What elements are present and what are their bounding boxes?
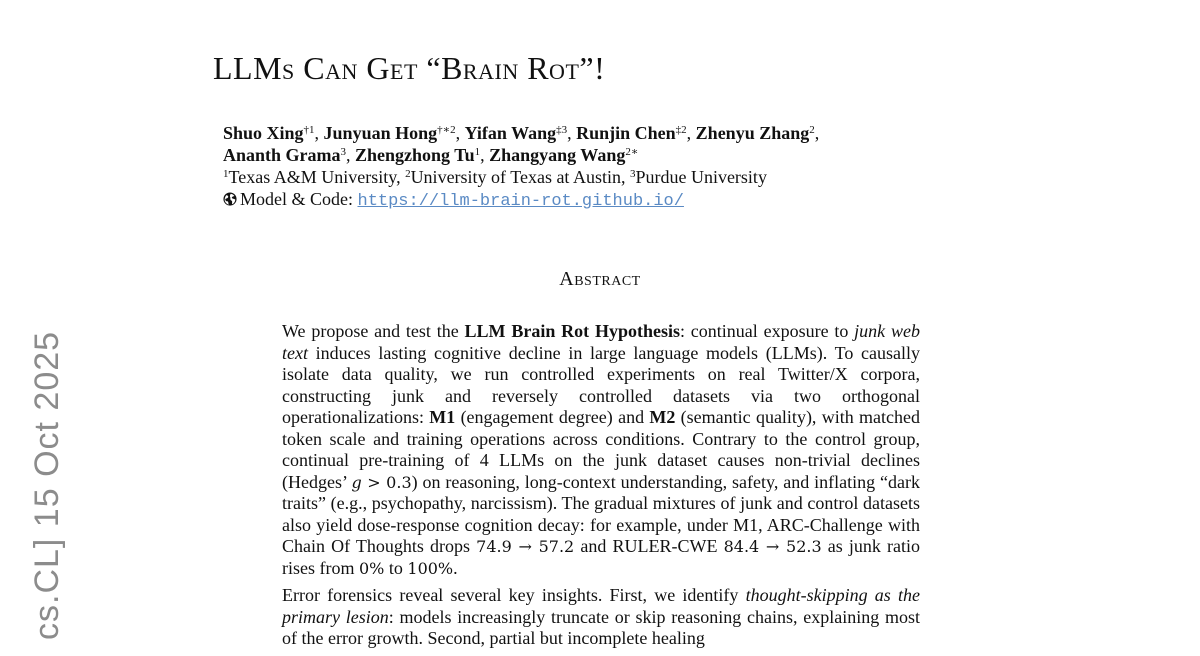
affiliation: Texas A&M University (228, 167, 397, 187)
author-name: Shuo Xing (223, 123, 304, 143)
author-marks: ‡3 (556, 124, 568, 136)
author-line-1: Shuo Xing$^{\dagger 1}$, Junyuan Hong$^{\dagger∗2}$, Yifan Wang$^{\ddagger 3}$, Runjin Chen$^{\ddagger 2}$, Zhenyu Zhang$^2$, (223, 123, 820, 143)
author-line-2: Ananth Grama$^3$, Zhengzhong Tu$^1$, Zhangyang Wang$^{2∗}$ (223, 145, 639, 165)
text-run: (engagement degree) and (455, 407, 650, 427)
text-run: : continual exposure to (679, 321, 855, 341)
affiliation: Purdue University (635, 167, 767, 187)
author (696, 123, 815, 143)
affiliation-mark: 1 (223, 168, 229, 180)
author-block (223, 122, 943, 213)
text-run: ) on reasoning, long-context understanding, safety, and inflating “dark traits” (e.g., psychopathy, narcissism). The gradual mixtures of junk and control datasets also yield dose-response cognition decay: for example, under M1, ARC-Challenge with Chain Of Thoughts drops (282, 471, 921, 556)
affiliation: University of Texas at Austin (410, 167, 621, 187)
globe-icon (223, 192, 237, 206)
math-inline: 84.4 → 52.3 (723, 537, 822, 556)
text-run: . (453, 557, 458, 578)
affiliation-mark: 3 (629, 168, 636, 180)
author (324, 123, 456, 143)
affiliations: $^1$Texas A&M University, $^2$University of Texas at Austin, $^3$Purdue University (223, 167, 767, 187)
arxiv-stamp: cs.CL] 15 Oct 2025 (28, 330, 66, 640)
project-url-link[interactable]: https://llm-brain-rot.github.io/ (357, 192, 684, 211)
abstract-body (282, 321, 920, 656)
author-marks: 1 (474, 146, 481, 158)
author (576, 123, 687, 143)
author-name: Yifan Wang (464, 123, 557, 143)
math-variable: g (351, 472, 362, 492)
abstract-paragraph-2 (282, 585, 920, 650)
hypothesis-name: LLM Brain Rot Hypothesis (464, 321, 680, 341)
author-marks: 3 (340, 146, 347, 158)
text-run: : models increasingly truncate or skip reasoning chains, explaining most of the error growth. Second, partial but incomplete healing (282, 606, 920, 648)
math-inline: 0% (358, 558, 385, 578)
text-run: Error forensics reveal several key insights. First, we identify (282, 585, 746, 605)
math-expression: > 0.3 (361, 472, 412, 492)
text-run: to (384, 557, 408, 578)
author-marks: ‡2 (675, 124, 687, 136)
abstract-heading: Abstract (559, 268, 641, 290)
author-name: Junyuan Hong (323, 123, 438, 143)
author (465, 123, 568, 143)
author-marks: 2 (809, 124, 815, 136)
text-run: (semantic quality), with matched token scale and training operations across conditions. Contrary to the control group, continual pre-training of 4 LLMs on the junk dataset causes non-trivial declines (Hedges’ (282, 407, 921, 492)
author-marks: †∗2 (437, 124, 456, 136)
abstract-paragraph-1 (282, 321, 920, 579)
author (223, 123, 315, 143)
author-name: Zhangyang Wang (489, 145, 626, 165)
author (355, 145, 480, 165)
author-marks: 2∗ (625, 146, 639, 158)
emphasis: thought-skipping as the primary lesion (282, 585, 920, 627)
math-inline: 74.9 → 57.2 (476, 537, 575, 556)
text-run: as junk ratio rises from (282, 536, 921, 578)
text-run: induces lasting cognitive decline in large language models (LLMs). To causally isolate data quality, we run controlled experiments on real Twitter/X corpora, constructing junk and reversely controlled datasets via two orthogonal operationalizations: (282, 342, 920, 427)
author (489, 145, 638, 165)
text-run: and RULER-CWE (574, 536, 724, 556)
author-name: Ananth Grama (223, 145, 341, 165)
author (223, 145, 346, 165)
author-name: Runjin Chen (576, 123, 676, 143)
code-label: Model & Code: (240, 189, 353, 209)
code-link-line (223, 188, 943, 213)
text-run: We propose and test the (282, 321, 465, 341)
paper-title: LLMs Can Get “Brain Rot”! (213, 50, 606, 86)
author-name: Zhengzhong Tu (355, 145, 475, 165)
method-m2: M2 (649, 407, 676, 427)
method-m1: M1 (429, 407, 456, 427)
author-marks: †1 (303, 124, 315, 136)
affiliation-mark: 2 (405, 168, 411, 180)
emphasis: junk web text (282, 321, 920, 363)
author-name: Zhenyu Zhang (695, 123, 810, 143)
math-inline: 100% (407, 558, 454, 578)
math-inline (352, 473, 412, 492)
